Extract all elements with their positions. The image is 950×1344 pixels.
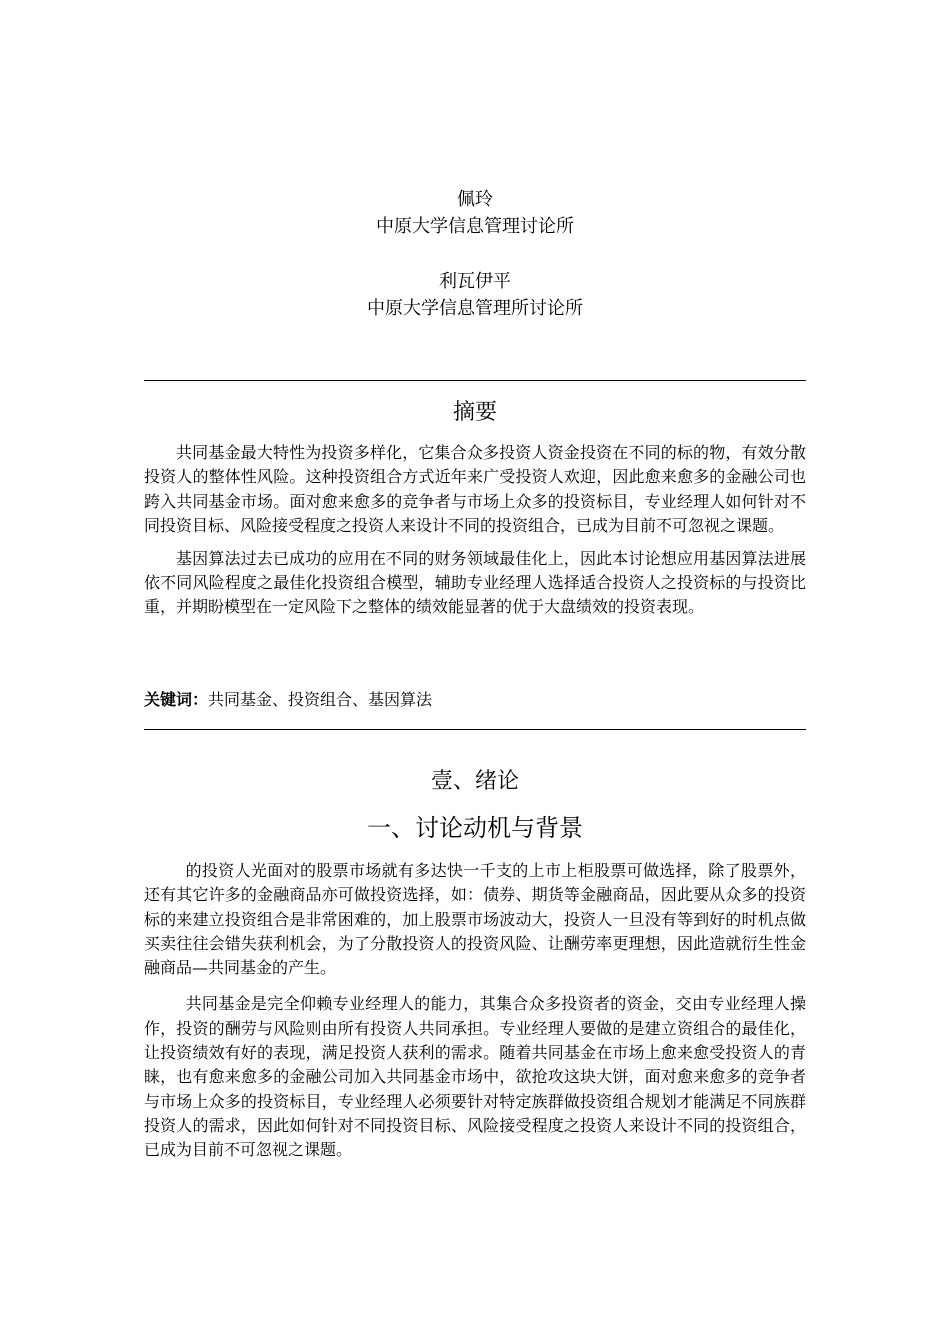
abstract-paragraph: 共同基金最大特性为投资多样化，它集合众多投资人资金投资在不同的标的物，有效分散投资人的整体性风险。这种投资组合方式近年来广受投资人欢迎，因此愈来愈多的金融公司也跨入共同基金市场。面对愈来愈多的竞争者与市场上众多的投资标目，专业经理人如何针对不同投资目标、风险接受程度之投资人来设计不同的投资组合，已成为目前不可忽视之课题。 <box>144 443 806 536</box>
abstract-bottom-rule <box>144 729 806 730</box>
section-body <box>144 859 806 1175</box>
abstract-body <box>144 441 806 628</box>
author-name: 佩玲 <box>457 189 493 210</box>
subsection-title: 一、讨论动机与背景 <box>367 814 583 842</box>
abstract-paragraph: 基因算法过去已成功的应用在不同的财务领域最佳化上，因此本讨论想应用基因算法进展依不同风险程度之最佳化投资组合模型，辅助专业经理人选择适合投资人之投资标的与投资比重，并期盼模型在一定风险下之整体的绩效能显著的优于大盘绩效的投资表现。 <box>144 548 806 617</box>
abstract-top-rule <box>144 380 806 381</box>
keywords-text: 共同基金、投资组合、基因算法 <box>208 690 433 709</box>
keywords-label: 关键词： <box>144 690 209 709</box>
author-affiliation: 中原大学信息管理讨论所 <box>376 216 574 237</box>
body-paragraph: 的投资人光面对的股票市场就有多达快一千支的上市上柜股票可做选择，除了股票外，还有其它许多的金融商品亦可做投资选择，如：债券、期货等金融商品，因此要从众多的投资标的来建立投资组合是非常困难的，加上股票市场波动大，投资人一旦没有等到好的时机点做买卖往往会错失获利机会，为了分散投资人的投资风险、让酬劳率更理想，因此造就衍生性金融商品—共同基金的产生。 <box>144 861 806 978</box>
keywords-line <box>144 688 806 712</box>
author-block <box>0 186 950 240</box>
author-list <box>0 186 950 322</box>
author-name: 利瓦伊平 <box>439 271 511 292</box>
section-title: 壹、绪论 <box>430 769 519 794</box>
abstract-title: 摘要 <box>452 400 497 425</box>
body-paragraph: 共同基金是完全仰赖专业经理人的能力，其集合众多投资者的资金，交由专业经理人操作，投资的酬劳与风险则由所有投资人共同承担。专业经理人要做的是建立资组合的最佳化，让投资绩效有好的表现，满足投资人获利的需求。随着共同基金在市场上愈来愈受投资人的青睐，也有愈来愈多的金融公司加入共同基金市场中，欲抢攻这块大饼，面对愈来愈多的竞争者与市场上众多的投资标目，专业经理人必须要针对特定族群做投资组合规划才能满足不同族群投资人的需求，因此如何针对不同投资目标、风险接受程度之投资人来设计不同的投资组合，已成为目前不可忽视之课题。 <box>144 994 806 1160</box>
author-block <box>0 268 950 322</box>
author-affiliation: 中原大学信息管理所讨论所 <box>367 298 583 319</box>
